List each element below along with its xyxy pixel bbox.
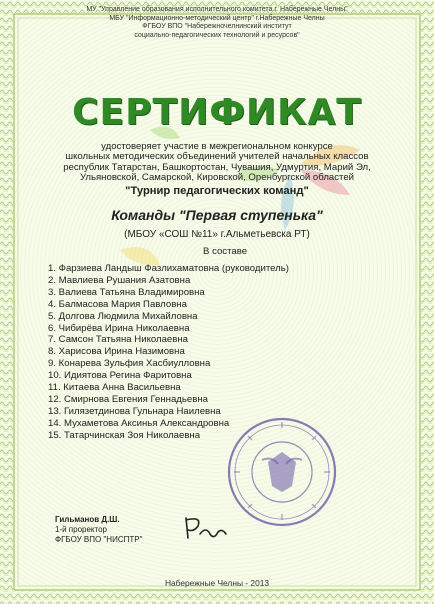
member-item: 1. Фарзиева Ландыш Фазлихаматовна (руководитель) bbox=[48, 263, 289, 274]
school-name: (МБОУ «СОШ №11» г.Альметьевска РТ) bbox=[124, 229, 310, 240]
certificate-text bbox=[0, 142, 434, 184]
member-item: 10. Идиятова Регина Фаритовна bbox=[48, 370, 192, 382]
member-item: 2. Мавлиева Рушания Азатовна bbox=[48, 274, 191, 286]
place-year: Набережные Челны - 2013 bbox=[164, 578, 270, 588]
member-item: 5. Долгова Людмила Михайловна bbox=[48, 310, 198, 322]
member-item: 7. Самсон Татьяна Николаевна bbox=[48, 334, 188, 346]
text-line: республик Татарстан, Башкортостан, Чувашия, Удмуртия, Марий Эл, bbox=[63, 161, 371, 173]
handwritten-signature bbox=[180, 512, 230, 544]
member-item: 8. Харисова Ирина Назимовна bbox=[48, 346, 185, 358]
member-item: 15. Татарчинская Зоя Николаевна bbox=[48, 429, 201, 441]
text-line: Ульяновской, Самарской, Кировской, Оренбургской областей bbox=[79, 172, 355, 184]
signer-position: 1-й проректор bbox=[55, 525, 107, 534]
member-item: 13. Гилязетдинова Гульнара Наилевна bbox=[48, 405, 221, 417]
issuer-header bbox=[0, 6, 434, 40]
member-item: 6. Чибирёва Ирина Николаевна bbox=[48, 322, 190, 334]
official-seal bbox=[226, 416, 338, 528]
member-item: 11. Китаева Анна Васильевна bbox=[48, 382, 181, 394]
composition-label: В составе bbox=[203, 246, 248, 257]
contest-name: "Турнир педагогических команд" bbox=[125, 185, 309, 197]
text-line: удостоверяет участие в межрегиональном конкурсе bbox=[101, 141, 333, 152]
signer-organization: ФГБОУ ВПО "НИСПТР" bbox=[55, 535, 143, 544]
team-name: Команды "Первая ступенька" bbox=[111, 207, 323, 223]
issuer-line: ФГБОУ ВПО "Набережночелнинский институт bbox=[142, 23, 292, 30]
member-item: 12. Смирнова Евгения Геннадьевна bbox=[48, 393, 208, 405]
member-item: 4. Балмасова Мария Павловна bbox=[48, 298, 187, 310]
issuer-line: социально-педагогических технологий и ресурсов" bbox=[134, 31, 300, 39]
issuer-line: МБУ "Информационно-методический центр" г.Набережные Челны bbox=[109, 14, 325, 22]
certificate-title: СЕРТИФИКАТ bbox=[72, 92, 362, 133]
text-line: школьных методических объединений учителей начальных классов bbox=[65, 151, 369, 163]
member-item: 9. Конарева Зульфия Хасбиулловна bbox=[48, 358, 211, 370]
member-item: 14. Мухаметова Аксинья Александровна bbox=[48, 417, 230, 429]
member-item: 3. Валиева Татьяна Владимировна bbox=[48, 286, 205, 298]
member-list bbox=[48, 263, 289, 442]
signer-name: Гильманов Д.Ш. bbox=[55, 515, 120, 524]
signer-block bbox=[55, 515, 142, 545]
issuer-line: МУ "Управление образования исполнительного комитета г. Набережные Челны" bbox=[86, 6, 348, 13]
